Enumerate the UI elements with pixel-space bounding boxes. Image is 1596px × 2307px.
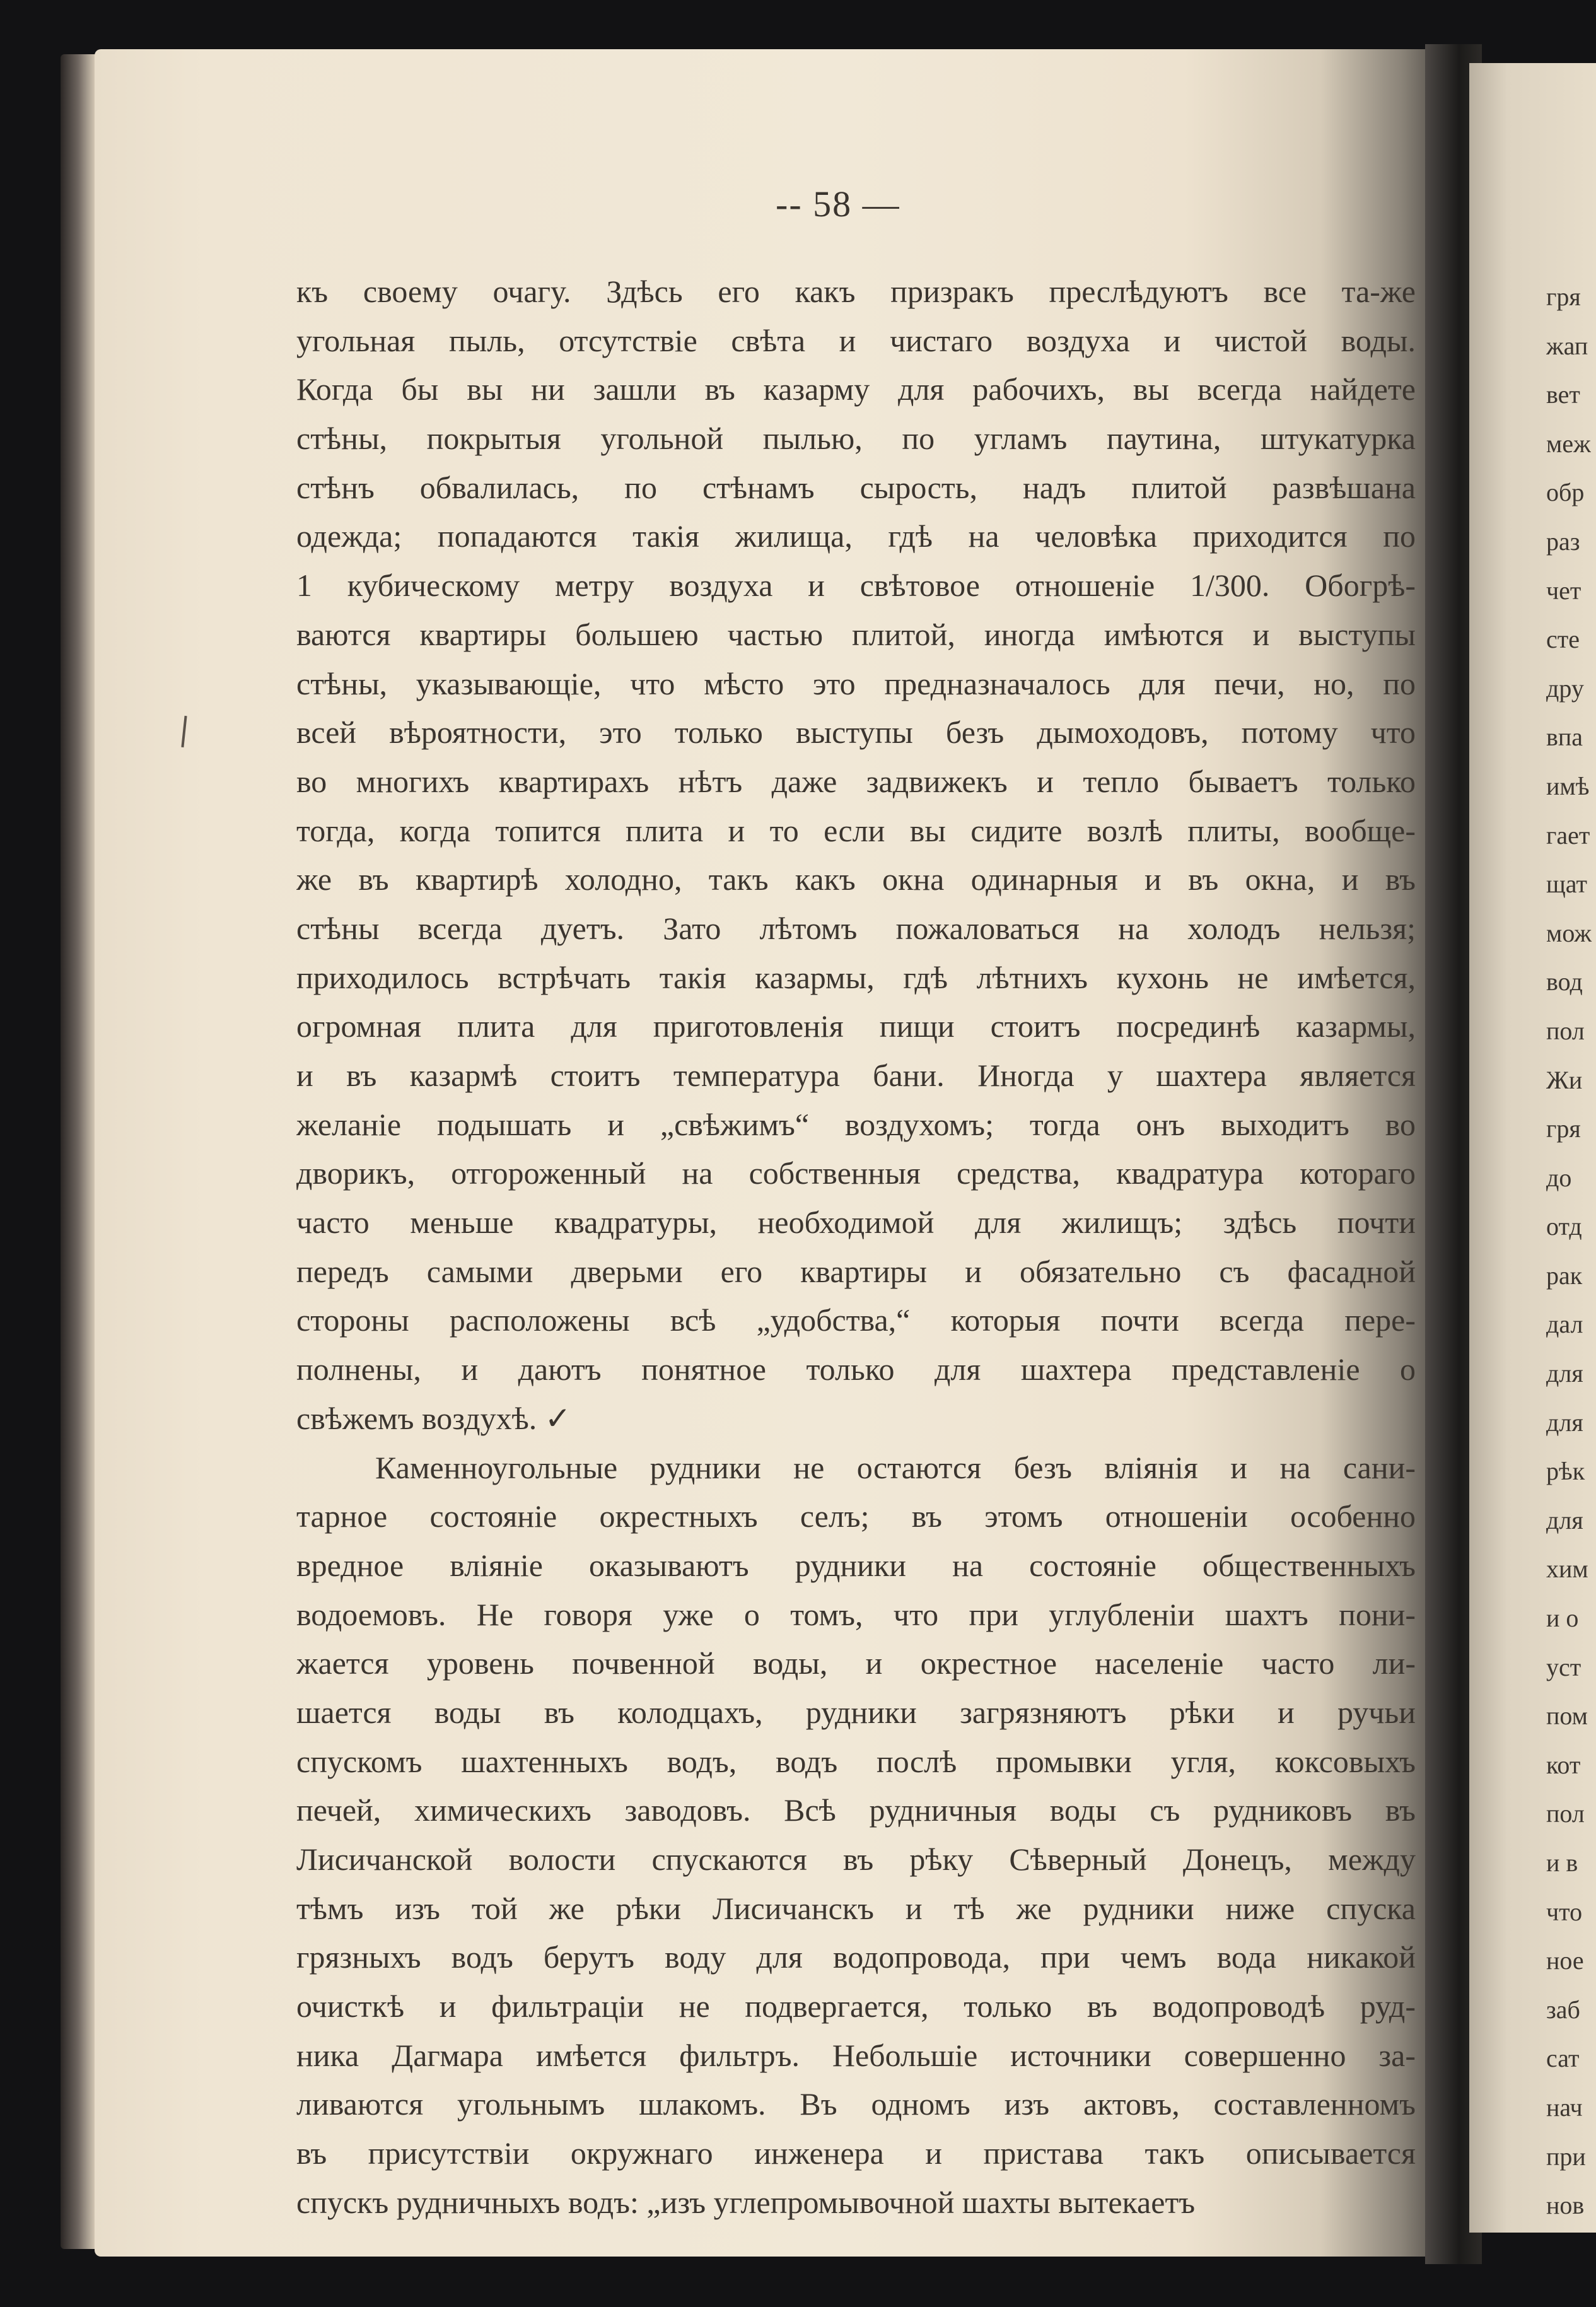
text-line: часто меньше квадратуры, необходимой для жилищъ; здѣсь почти [296, 1205, 1416, 1241]
next-page-fragment: для [1546, 1505, 1583, 1534]
next-page-fragment: пом [1546, 1702, 1588, 1731]
text-line: стѣны, указывающіе, что мѣсто это предназначалось для печи, но, по [296, 665, 1416, 701]
text-line: въ присутствіи окружнаго инженера и пристава такъ описывается [296, 2135, 1416, 2171]
next-page-text [1546, 272, 1596, 2230]
next-page-fragment: Жи [1546, 1065, 1583, 1094]
text-line: приходилось встрѣчать такія казармы, гдѣ лѣтнихъ кухонь не имѣется, [296, 959, 1416, 995]
text-line: грязныхъ водъ берутъ воду для водопровода, при чемъ вода никакой [296, 1939, 1416, 1975]
text-line: дворикъ, отгороженный на собственныя средства, квадратура котораго [296, 1155, 1416, 1191]
text-line: водоемовъ. Не говоря уже о томъ, что при углубленіи шахтъ пони- [296, 1596, 1416, 1632]
next-page-fragment: при [1546, 2142, 1586, 2171]
text-line: стѣнъ обвалилась, по стѣнамъ сырость, надъ плитой развѣшана [296, 469, 1416, 505]
next-page-fragment: рак [1546, 1261, 1583, 1290]
text-line: Каменноугольные рудники не остаются безъ вліянія и на сани- [375, 1449, 1416, 1485]
next-page-fragment: уст [1546, 1652, 1581, 1681]
text-line: тѣмъ изъ той же рѣки Лисичанскъ и тѣ же рудники ниже спуска [296, 1890, 1416, 1926]
next-page-fragment: обр [1546, 478, 1585, 507]
text-line: всей вѣроятности, это только выступы безъ дымоходовъ, потому что [296, 715, 1416, 751]
text-line: Лисичанской волости спускаются въ рѣку Сѣверный Донецъ, между [296, 1842, 1416, 1877]
next-page-fragment: дру [1546, 674, 1584, 703]
next-page-fragment: до [1546, 1163, 1572, 1192]
text-line: тарное состояніе окрестныхъ селъ; въ этомъ отношеніи особенно [296, 1498, 1416, 1534]
next-page-fragment: рѣк [1546, 1457, 1585, 1486]
text-line: свѣжемъ воздухѣ. ✓ [296, 1400, 571, 1436]
text-line: передъ самыми дверьми его квартиры и обязательно съ фасадной [296, 1253, 1416, 1289]
text-line: же въ квартирѣ холодно, такъ какъ окна одинарныя и въ окна, и въ [296, 861, 1416, 897]
page-number: -- 58 — [776, 184, 900, 225]
next-page-fragment: гает [1546, 821, 1590, 850]
text-line: ваются квартиры большею частью плитой, иногда имѣются и выступы [296, 616, 1416, 652]
next-page-fragment: что [1546, 1897, 1583, 1926]
text-line: ника Дагмара имѣется фильтръ. Небольшіе источники совершенно за- [296, 2037, 1416, 2073]
text-line: желаніе подышать и „свѣжимъ“ воздухомъ; тогда онъ выходитъ во [296, 1106, 1416, 1142]
text-line: стѣны всегда дуетъ. Зато лѣтомъ пожаловаться на холодъ нельзя; [296, 910, 1416, 946]
next-page-fragment: кот [1546, 1750, 1581, 1779]
text-line: одежда; попадаются такія жилища, гдѣ на человѣка приходится по [296, 518, 1416, 554]
text-line: печей, химическихъ заводовъ. Всѣ рудничныя воды съ рудниковъ въ [296, 1792, 1416, 1828]
text-line: къ своему очагу. Здѣсь его какъ призракъ преслѣдуютъ все та-же [296, 274, 1416, 309]
text-line: во многихъ квартирахъ нѣтъ даже задвижекъ и тепло бываетъ только [296, 763, 1416, 799]
text-line: и въ казармѣ стоитъ температура бани. Иногда у шахтера является [296, 1058, 1416, 1093]
next-page-fragment: сат [1546, 2044, 1580, 2073]
text-line: тогда, когда топится плита и то если вы сидите возлѣ плиты, вообще- [296, 812, 1416, 848]
text-line: угольная пыль, отсутствіе свѣта и чистаго воздуха и чистой воды. [296, 322, 1416, 358]
text-line: жается уровень почвенной воды, и окрестное населеніе часто ли- [296, 1645, 1416, 1681]
text-line: спускъ рудничныхъ водъ: „изъ углепромывочной шахты вытекаетъ [296, 2184, 1196, 2220]
next-page-fragment: впа [1546, 723, 1583, 752]
text-line: ливаются угольнымъ шлакомъ. Въ одномъ изъ актовъ, составленномъ [296, 2086, 1416, 2122]
next-page-fragment: для [1546, 1359, 1583, 1388]
next-page-fragment: мож [1546, 918, 1592, 947]
next-page-fragment: гря [1546, 283, 1581, 311]
next-page-fragment: сте [1546, 625, 1580, 654]
next-page-fragment: пол [1546, 1016, 1585, 1045]
next-page-fragment: гря [1546, 1114, 1581, 1143]
next-page-fragment: меж [1546, 429, 1591, 458]
next-page-fragment: пол [1546, 1799, 1585, 1828]
text-line: огромная плита для приготовленія пищи стоитъ посрединѣ казармы, [296, 1008, 1416, 1044]
text-line: шается воды въ колодцахъ, рудники загрязняютъ рѣки и ручьи [296, 1694, 1416, 1730]
text-line: полнены, и даютъ понятное только для шахтера представленіе о [296, 1352, 1416, 1387]
text-line: Когда бы вы ни зашли въ казарму для рабочихъ, вы всегда найдете [296, 371, 1416, 407]
next-page-fragment: щат [1546, 870, 1587, 899]
text-line: очисткѣ и фильтраціи не подвергается, только въ водопроводѣ руд- [296, 1989, 1416, 2024]
next-page-fragment: отд [1546, 1212, 1582, 1241]
text-line: спускомъ шахтенныхъ водъ, водъ послѣ промывки угля, коксовыхъ [296, 1743, 1416, 1779]
next-page-fragment: вод [1546, 967, 1583, 996]
next-page-fragment: вет [1546, 380, 1580, 409]
text-line: 1 кубическому метру воздуха и свѣтовое отношеніе 1/300. Обогрѣ- [296, 568, 1416, 604]
next-page-fragment: дал [1546, 1310, 1583, 1339]
next-page-fragment: и о [1546, 1604, 1579, 1633]
next-page-fragment: раз [1546, 527, 1580, 556]
next-page-fragment: имѣ [1546, 771, 1590, 800]
next-page-fragment: заб [1546, 1995, 1580, 2024]
text-line: стороны расположены всѣ „удобства,“ которыя почти всегда пере- [296, 1302, 1416, 1338]
next-page-fragment: жап [1546, 331, 1588, 360]
next-page-fragment: ное [1546, 1946, 1584, 1975]
next-page-fragment: и в [1546, 1849, 1578, 1877]
next-page-fragment: нач [1546, 2093, 1583, 2122]
next-page-fragment: для [1546, 1408, 1583, 1437]
next-page-fragment: чет [1546, 576, 1581, 605]
next-page-fragment: хим [1546, 1555, 1588, 1584]
body-text [296, 267, 1416, 2228]
text-line: вредное вліяніе оказываютъ рудники на состояніе общественныхъ [296, 1547, 1416, 1583]
next-page-fragment: нов [1546, 2191, 1585, 2220]
text-line: стѣны, покрытыя угольной пылью, по угламъ паутина, штукатурка [296, 421, 1416, 457]
